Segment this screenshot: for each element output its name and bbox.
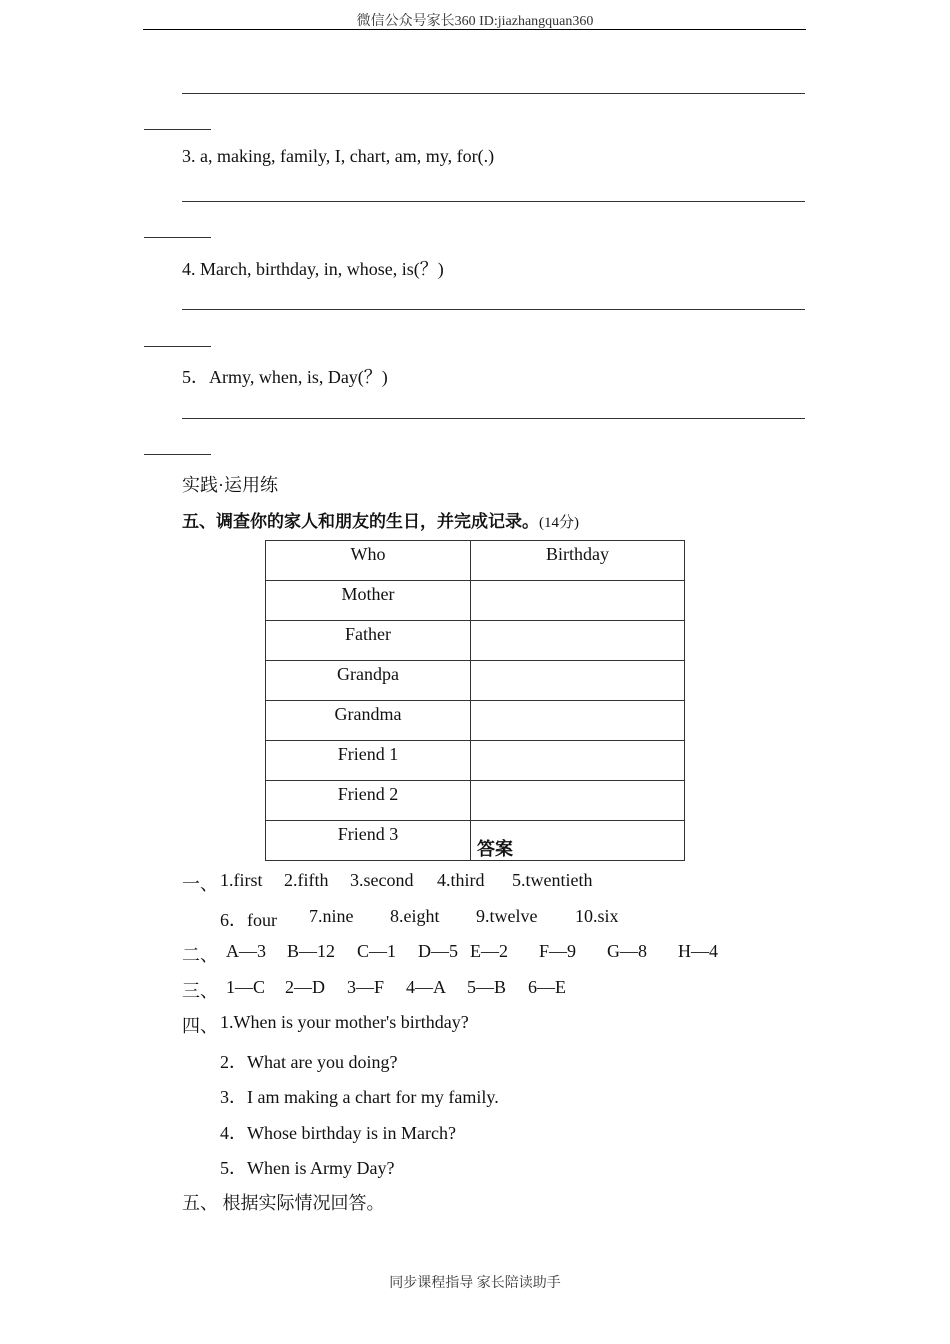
answer-item: C—1 [357, 941, 397, 961]
answers-part1-prefix: 一、 [182, 874, 218, 894]
answer-item: 5—B [467, 977, 507, 997]
table-header-cell: Who [266, 541, 471, 581]
table-row [266, 781, 685, 821]
answer-item: 10.six [575, 906, 619, 926]
table-row [266, 741, 685, 781]
question-4: 4. March, birthday, in, whose, is(？) [182, 259, 444, 279]
answers-part5: 五、 根据实际情况回答。 [182, 1193, 385, 1213]
answer-item: 5.twentieth [512, 870, 593, 890]
table-cell-who: Mother [266, 581, 471, 621]
answer-item: H—4 [678, 941, 718, 961]
answer-item: 1.first [220, 870, 263, 890]
answers-part3-prefix: 三、 [182, 981, 218, 1001]
answer-sentence: 4．Whose birthday is in March? [220, 1123, 456, 1143]
header-rule [143, 29, 806, 30]
birthday-table [265, 540, 685, 861]
table-cell-birthday[interactable] [471, 581, 685, 621]
table-cell-birthday[interactable] [471, 701, 685, 741]
table-row [266, 661, 685, 701]
answer-item: D—5 [418, 941, 458, 961]
answer-line [182, 93, 805, 94]
table-row [266, 581, 685, 621]
table-cell-birthday[interactable] [471, 781, 685, 821]
answer-item: 6．four [220, 910, 277, 930]
answer-item: 4.third [437, 870, 485, 890]
answer-sentence: 1.When is your mother's birthday? [220, 1012, 469, 1032]
answer-item: 4—A [406, 977, 446, 997]
answer-item: 3.second [350, 870, 414, 890]
answer-sentence: 5．When is Army Day? [220, 1158, 395, 1178]
table-cell-birthday[interactable] [471, 741, 685, 781]
table-cell-who: Father [266, 621, 471, 661]
answer-item: 3—F [347, 977, 385, 997]
answer-item: 8.eight [390, 906, 440, 926]
answer-item: 1—C [226, 977, 266, 997]
answer-line-continuation [144, 129, 211, 130]
answer-item: 2.fifth [284, 870, 329, 890]
question-5: 5．Army, when, is, Day(？) [182, 367, 388, 387]
answer-item: 7.nine [309, 906, 354, 926]
table-cell-birthday[interactable] [471, 621, 685, 661]
table-header-row [266, 541, 685, 581]
table-row [266, 621, 685, 661]
answer-item: F—9 [539, 941, 577, 961]
answer-item: 9.twelve [476, 906, 538, 926]
question-3: 3. a, making, family, I, chart, am, my, for(.) [182, 146, 495, 166]
page-footer: 同步课程指导 家长陪读助手 [389, 1276, 561, 1291]
table-cell-who: Friend 1 [266, 741, 471, 781]
answer-item: 2—D [285, 977, 325, 997]
table-cell-who: Friend 2 [266, 781, 471, 821]
page-header: 微信公众号家长360 ID:jiazhangquan360 [356, 14, 594, 29]
table-header-cell: Birthday [471, 541, 685, 581]
table-cell-birthday[interactable] [471, 661, 685, 701]
section-5-title: 五、调查你的家人和朋友的生日，并完成记录。 [182, 512, 539, 532]
answers-part2-prefix: 二、 [182, 945, 218, 965]
answer-line-continuation [144, 346, 211, 347]
table-cell-who: Grandpa [266, 661, 471, 701]
table-cell-who: Friend 3 [266, 821, 471, 861]
answer-line [182, 309, 805, 310]
table-cell-who: Grandma [266, 701, 471, 741]
answer-line [182, 201, 805, 202]
answers-title: 答案 [477, 839, 513, 860]
answer-line-continuation [144, 454, 211, 455]
answer-item: G—8 [607, 941, 647, 961]
answer-line [182, 418, 805, 419]
answer-item: E—2 [470, 941, 508, 961]
answer-sentence: 2．What are you doing? [220, 1052, 398, 1072]
section-5-heading [182, 507, 579, 532]
answer-item: 6—E [528, 977, 566, 997]
answer-sentence: 3．I am making a chart for my family. [220, 1087, 499, 1107]
answer-item: A—3 [226, 941, 266, 961]
answer-item: B—12 [287, 941, 336, 961]
answers-part4-prefix: 四、 [182, 1016, 218, 1036]
section-practice-label: 实践·运用练 [182, 475, 278, 495]
answer-line-continuation [144, 237, 211, 238]
table-row [266, 701, 685, 741]
section-5-score: (14分) [539, 515, 579, 531]
